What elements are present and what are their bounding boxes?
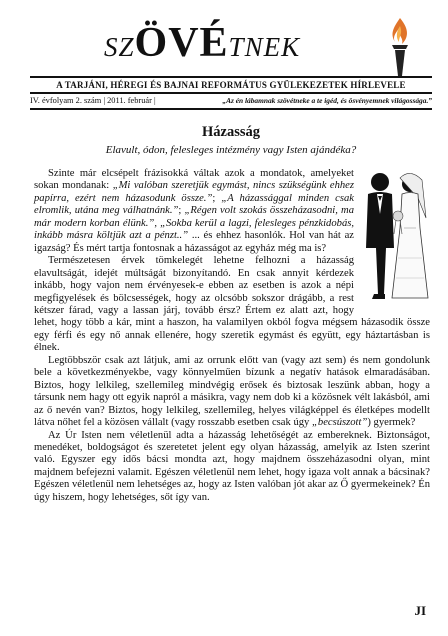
- masthead-rule-middle: [30, 92, 432, 94]
- logo-part-2: ÖVÉ: [134, 20, 229, 66]
- logo-part-1: SZ: [104, 32, 135, 62]
- paragraph-4: Az Úr Isten nem véletlenül adta a házasság lehetőségét az embereknek. Biztonságot, menedéket, boldogságot és szeretetet jelent egy olyan házasság, amelyik az Isten szerint való. Egyszer egy idős bácsi mondta azt, hogy majdnem összeházasodni olyan, mint majdnem befejezni valamit. Egészen véletlenül nem lehet, hogy igaza volt annak a bácsinak? Egészen véletlenül nem lehetséges az, hogy az Isten valóban jót akar az Ő gyermekeinek? Én úgy hiszem, hogy lehetséges, sőt így van.: [34, 429, 430, 503]
- author-signature: JI: [414, 603, 426, 618]
- wedding-couple-icon: [360, 168, 430, 306]
- masthead-rule-bottom: [30, 108, 432, 110]
- masthead-rule-top: [30, 76, 432, 78]
- masthead: [30, 10, 432, 80]
- motto: „Az én lábamnak szövétneke a te igéd, és ösvényemnek világossága.”: [222, 96, 432, 105]
- newsletter-logo: [104, 22, 300, 64]
- article-lead: Elavult, ódon, felesleges intézmény vagy Isten ajándéka?: [105, 144, 357, 156]
- paragraph-2: Természetesen érvek tömkelegét lehetne felhozni a házasság elavultságát, idejét múltságát bizonyítandó. En csak annyit kérdezek inkább, hogy vajon nem érvényesek-e ebben az esetben is azok a népi megfigyelések és bölcsességek, hogy az olcsóbb sokszor drágább, a rest kétszer fárad, vagy a lassan járj, tovább érsz? Értem ez alatt azt, hogy lehet, hogy több a kár, mint a haszon, ha valamilyen okból fogva mégsem házasodik össze egy férfi és egy nő annak ellenére, hogy szeretik egymást és együtt, egy háztartásban is élnek.: [34, 255, 430, 354]
- torch-icon: [384, 16, 416, 78]
- paragraph-3: Legtöbbször csak azt látjuk, ami az orrunk előtt van (vagy azt sem) és nem gondolunk bele a következményekbe, vagy könnyelműen bízunk a negatív hatások elmaradásában. Biztos, hogy lelkileg, szellemileg mindvégig erősek és biztosak leszünk abban, hogy a társunk nem hagy ott egyik napról a másikra, vagy nem dob ki a közösnek vélt lakásból, ami az ő nevén van? Biztos, hogy lelkileg, szellemileg, helyes világképpel és életképes modellt látva nőhet fel a közösen vállalt (vagy rosszabb esetben csak úgy „becsúszott”) gyermek?: [34, 354, 430, 429]
- article-body: [34, 168, 430, 504]
- issue-info: IV. évfolyam 2. szám | 2011. február |: [30, 96, 156, 105]
- newsletter-subtitle: A TARJÁNI, HÉREGI ÉS BAJNAI REFORMÁTUS GYÜLEKEZETEK HÍRLEVELE: [56, 80, 406, 90]
- logo-part-3: TNEK: [228, 32, 301, 62]
- newsletter-page: [30, 0, 432, 636]
- article-title: Házasság: [202, 124, 260, 140]
- paragraph-1: Szinte már elcsépelt frázisokká váltak azok a mondatok, amelyeket sokan mondanak: „Mi valóban szeretjük egymást, nincs szükségünk ehhez papírra, ezért nem házasodunk össze.”; „A házassággal minden csak elromlik, utána meg válhatnánk.”; „Régen volt szokás összeházasodni, ma már modern korban élünk.”, „Sokba kerül a lagzi, felesleges pénzkidobás, inkább másra költjük azt a pénzt..” ... és ehhez hasonlók. Hol van hát az igazság? És mért tartja fontosnak a házasságot az egyház még ma is?: [34, 168, 355, 254]
